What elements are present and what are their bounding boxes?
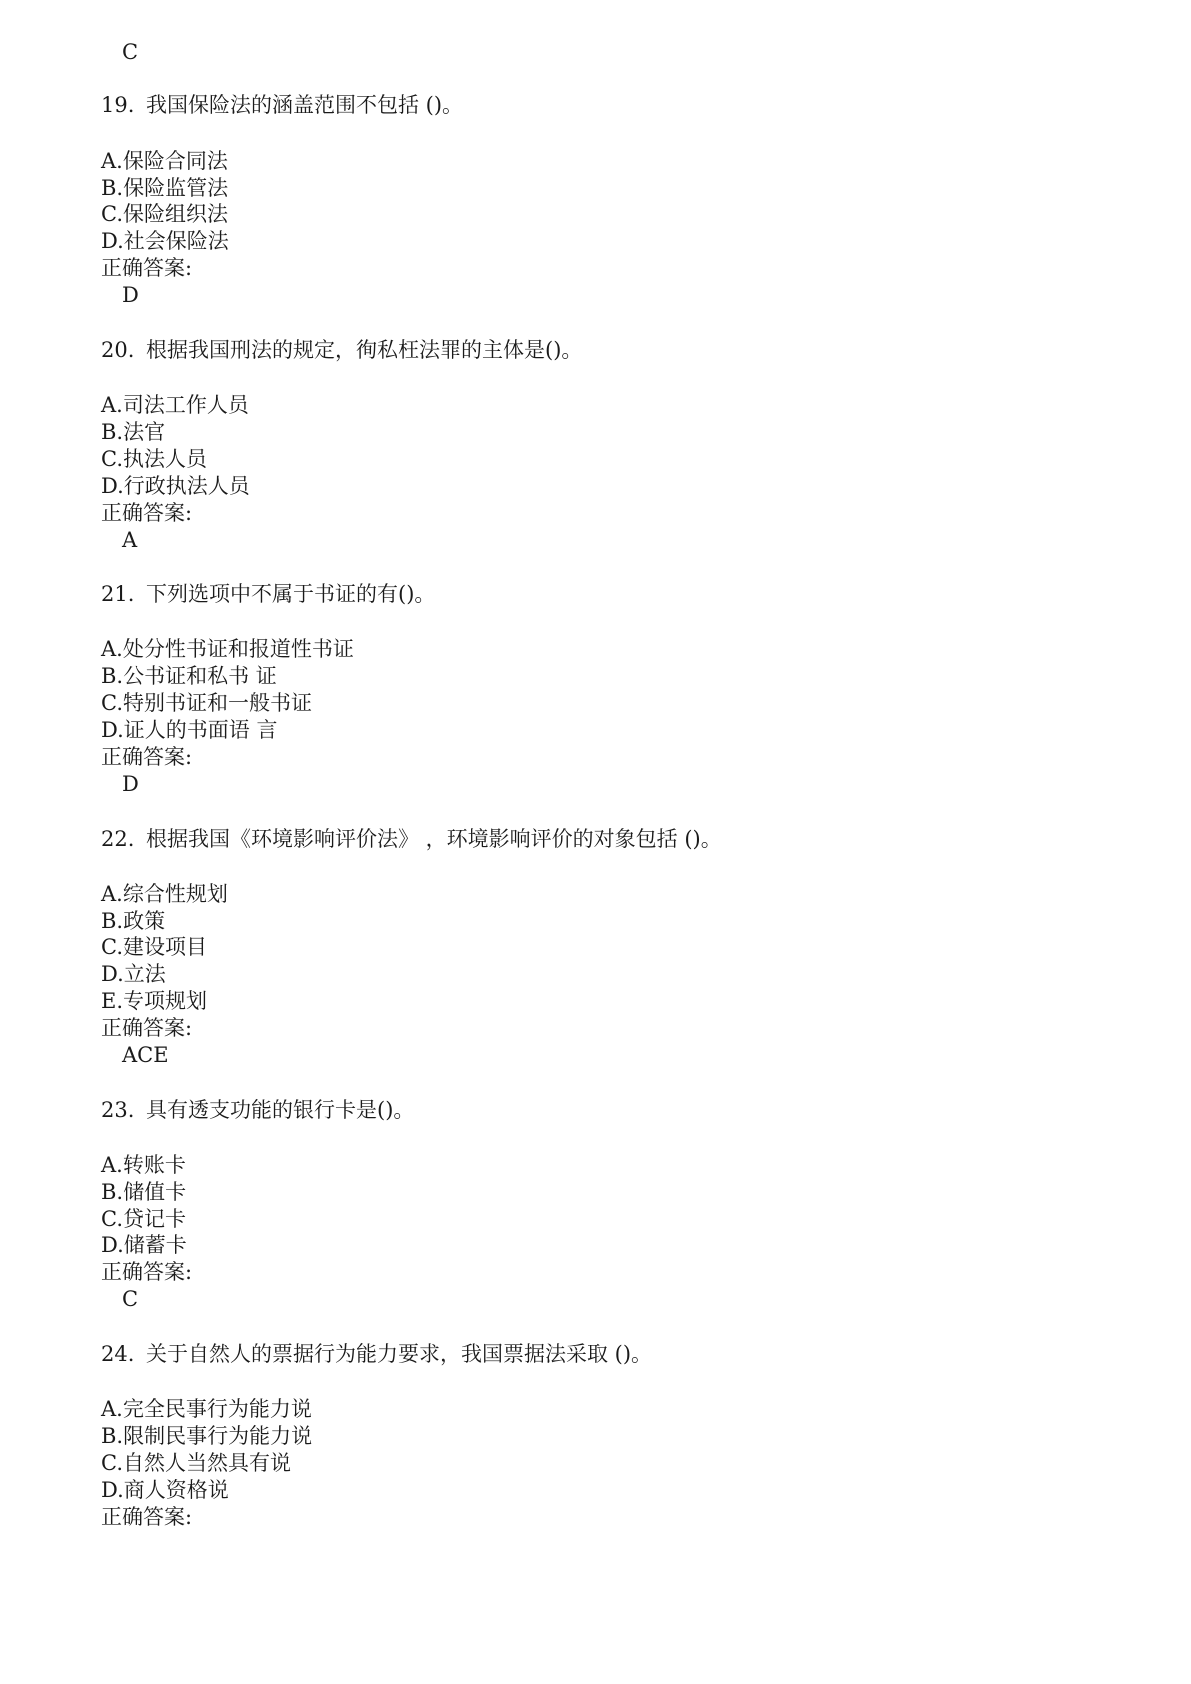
question-number: 23. [101, 1098, 135, 1122]
option: C.贷记卡 [101, 1207, 186, 1231]
answer-label: 正确答案: [101, 1505, 193, 1529]
previous-answer: C [122, 40, 139, 64]
question-number: 24. [101, 1342, 135, 1366]
option: B.政策 [101, 909, 166, 933]
question-text: 根据我国刑法的规定，徇私枉法罪的主体是()。 [146, 338, 583, 362]
option: D.立法 [101, 962, 166, 986]
option: B.限制民事行为能力说 [101, 1424, 313, 1448]
question-number: 19. [101, 93, 135, 117]
option: B.法官 [101, 420, 166, 444]
question-21-stem [101, 580, 435, 608]
option: B.保险监管法 [101, 176, 229, 200]
question-number: 21. [101, 582, 135, 606]
option: D.证人的书面语 言 [101, 718, 278, 742]
option: A.转账卡 [101, 1153, 186, 1177]
option: C.自然人当然具有说 [101, 1451, 291, 1475]
question-23-stem [101, 1096, 414, 1124]
question-20-stem [101, 336, 582, 364]
answer-value: C [122, 1287, 139, 1311]
option: C.保险组织法 [101, 202, 228, 226]
answer-label: 正确答案: [101, 256, 193, 280]
question-text: 我国保险法的涵盖范围不包括 ()。 [146, 93, 464, 117]
option: A.处分性书证和报道性书证 [101, 637, 354, 661]
question-number: 22. [101, 827, 135, 851]
option: E.专项规划 [101, 989, 208, 1013]
question-number: 20. [101, 338, 135, 362]
question-text: 关于自然人的票据行为能力要求，我国票据法采取 ()。 [146, 1342, 653, 1366]
question-19-stem [101, 91, 463, 119]
question-22-stem [101, 825, 722, 853]
answer-value: D [122, 772, 139, 796]
answer-label: 正确答案: [101, 501, 193, 525]
answer-value: D [122, 283, 139, 307]
option: B.储值卡 [101, 1180, 187, 1204]
question-text: 根据我国《环境影响评价法》 ，环境影响评价的对象包括 ()。 [146, 827, 722, 851]
answer-label: 正确答案: [101, 745, 193, 769]
option: A.保险合同法 [101, 149, 228, 173]
question-24-stem [101, 1340, 652, 1368]
option: A.完全民事行为能力说 [101, 1397, 312, 1421]
option: D.行政执法人员 [101, 474, 250, 498]
option: B.公书证和私书 证 [101, 664, 277, 688]
option: A.司法工作人员 [101, 393, 249, 417]
answer-value: A [122, 528, 138, 552]
answer-value: ACE [122, 1043, 169, 1067]
option: C.执法人员 [101, 447, 207, 471]
option: C.建设项目 [101, 935, 207, 959]
answer-label: 正确答案: [101, 1016, 193, 1040]
answer-label: 正确答案: [101, 1260, 193, 1284]
question-text: 下列选项中不属于书证的有()。 [146, 582, 436, 606]
option: A.综合性规划 [101, 882, 228, 906]
option: C.特别书证和一般书证 [101, 691, 312, 715]
option: D.商人资格说 [101, 1478, 229, 1502]
question-text: 具有透支功能的银行卡是()。 [146, 1098, 415, 1122]
option: D.社会保险法 [101, 229, 229, 253]
option: D.储蓄卡 [101, 1233, 187, 1257]
